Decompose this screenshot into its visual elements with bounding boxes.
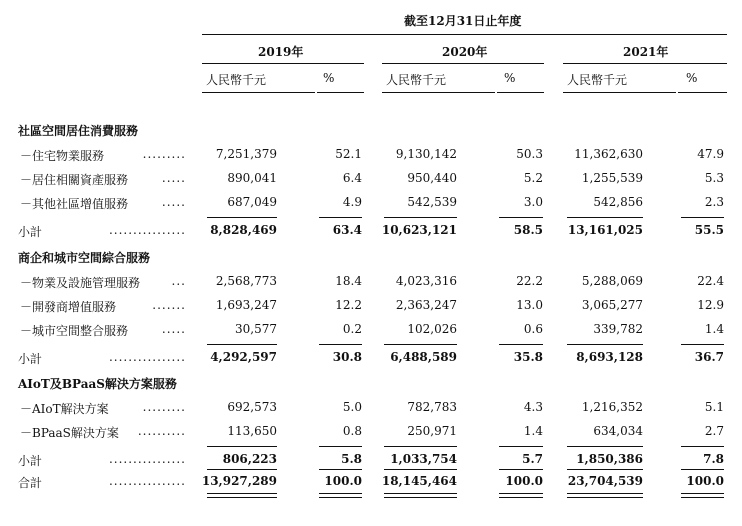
subtotal-top-rule-u4 bbox=[567, 344, 643, 345]
row-value-5: 47.9 bbox=[697, 147, 724, 161]
subtotal-value-1: 63.4 bbox=[332, 223, 362, 237]
subtotal-top-rule-u5 bbox=[681, 217, 724, 218]
year-2019-underline bbox=[202, 63, 364, 64]
row-value-4: 5,288,069 bbox=[581, 274, 643, 288]
row-value-0: 113,650 bbox=[227, 424, 277, 438]
pct-2020-underline bbox=[497, 92, 544, 93]
row-value-2: 250,971 bbox=[407, 424, 457, 438]
total-double-rule-a-u2 bbox=[384, 493, 457, 494]
row-value-1: 0.8 bbox=[342, 424, 362, 438]
subtotal-top-rule-u5 bbox=[681, 344, 724, 345]
row-value-4: 634,034 bbox=[593, 424, 643, 438]
total-top-rule-u0 bbox=[207, 469, 277, 470]
subtotal-value-1: 30.8 bbox=[332, 350, 362, 364]
row-value-2: 4,023,316 bbox=[395, 274, 457, 288]
row-value-0: 30,577 bbox=[235, 322, 277, 336]
row-label: －住宅物業服務 bbox=[20, 149, 105, 163]
total-double-rule-b-u5 bbox=[681, 497, 724, 498]
row-value-3: 4.3 bbox=[523, 400, 543, 414]
pct-2020: % bbox=[504, 71, 516, 85]
year-2020: 2020年 bbox=[442, 45, 488, 59]
row-value-2: 2,363,247 bbox=[395, 298, 457, 312]
row-value-1: 18.4 bbox=[335, 274, 362, 288]
subtotal-top-rule-u2 bbox=[384, 344, 457, 345]
subtotal-value-0: 806,223 bbox=[222, 452, 277, 466]
total-value-2: 18,145,464 bbox=[381, 474, 457, 488]
row-value-5: 2.7 bbox=[704, 424, 724, 438]
row-label: －BPaaS解決方案 bbox=[20, 426, 119, 440]
row-value-3: 13.0 bbox=[516, 298, 543, 312]
row-value-2: 782,783 bbox=[407, 400, 457, 414]
subtotal-label: 小計 bbox=[18, 225, 43, 239]
total-top-rule-u2 bbox=[384, 469, 457, 470]
total-double-rule-b-u1 bbox=[319, 497, 362, 498]
subtotal-value-5: 7.8 bbox=[703, 452, 724, 466]
pct-2019-underline bbox=[317, 92, 364, 93]
section-title: 社區空間居住消費服務 bbox=[18, 124, 139, 138]
row-value-5: 1.4 bbox=[704, 322, 724, 336]
subtotal-top-rule-u3 bbox=[499, 446, 543, 447]
total-dots: ................ bbox=[108, 474, 186, 488]
total-double-rule-a-u0 bbox=[207, 493, 277, 494]
row-value-0: 692,573 bbox=[227, 400, 277, 414]
subtotal-top-rule-u0 bbox=[207, 446, 277, 447]
subtotal-top-rule-u1 bbox=[319, 217, 362, 218]
subtotal-value-1: 5.8 bbox=[341, 452, 362, 466]
row-dots: ..... bbox=[161, 195, 186, 209]
year-2019: 2019年 bbox=[258, 45, 304, 59]
total-value-3: 100.0 bbox=[505, 474, 543, 488]
total-double-rule-a-u1 bbox=[319, 493, 362, 494]
row-dots: ..... bbox=[161, 322, 186, 336]
currency-2020-underline bbox=[382, 92, 495, 93]
subtotal-top-rule-u5 bbox=[681, 446, 724, 447]
subtotal-top-rule-u3 bbox=[499, 344, 543, 345]
row-value-4: 1,255,539 bbox=[581, 171, 643, 185]
row-value-5: 22.4 bbox=[697, 274, 724, 288]
subtotal-value-4: 8,693,128 bbox=[576, 350, 643, 364]
row-value-2: 102,026 bbox=[407, 322, 457, 336]
total-top-rule-u4 bbox=[567, 469, 643, 470]
currency-2021-underline bbox=[563, 92, 676, 93]
subtotal-value-0: 4,292,597 bbox=[210, 350, 277, 364]
row-value-3: 50.3 bbox=[516, 147, 543, 161]
row-value-4: 542,856 bbox=[593, 195, 643, 209]
total-label: 合計 bbox=[18, 476, 43, 490]
row-value-5: 12.9 bbox=[697, 298, 724, 312]
section-title: AIoT及BPaaS解決方案服務 bbox=[18, 377, 177, 391]
row-value-0: 1,693,247 bbox=[215, 298, 277, 312]
subtotal-value-5: 36.7 bbox=[694, 350, 724, 364]
row-value-4: 3,065,277 bbox=[581, 298, 643, 312]
row-dots: ....... bbox=[152, 298, 186, 312]
currency-2019-underline bbox=[202, 92, 315, 93]
subtotal-top-rule-u2 bbox=[384, 217, 457, 218]
row-value-3: 1.4 bbox=[523, 424, 543, 438]
total-double-rule-a-u3 bbox=[499, 493, 543, 494]
row-label: －其他社區增值服務 bbox=[20, 197, 129, 211]
row-value-1: 52.1 bbox=[335, 147, 362, 161]
currency-2019: 人民幣千元 bbox=[206, 73, 267, 87]
period-heading: 截至12月31日止年度 bbox=[404, 14, 522, 28]
row-value-3: 5.2 bbox=[523, 171, 543, 185]
subtotal-value-2: 6,488,589 bbox=[390, 350, 457, 364]
row-value-1: 0.2 bbox=[342, 322, 362, 336]
subtotal-value-2: 1,033,754 bbox=[390, 452, 457, 466]
subtotal-value-2: 10,623,121 bbox=[381, 223, 457, 237]
row-value-0: 7,251,379 bbox=[215, 147, 277, 161]
subtotal-top-rule-u3 bbox=[499, 217, 543, 218]
total-double-rule-a-u5 bbox=[681, 493, 724, 494]
subtotal-label: 小計 bbox=[18, 454, 43, 468]
row-value-1: 4.9 bbox=[342, 195, 362, 209]
row-value-4: 1,216,352 bbox=[581, 400, 643, 414]
row-value-2: 9,130,142 bbox=[395, 147, 457, 161]
total-top-rule-u3 bbox=[499, 469, 543, 470]
subtotal-dots: ................ bbox=[108, 350, 186, 364]
row-value-3: 0.6 bbox=[523, 322, 543, 336]
row-value-1: 12.2 bbox=[335, 298, 362, 312]
row-value-5: 2.3 bbox=[704, 195, 724, 209]
row-dots: .......... bbox=[137, 424, 186, 438]
row-value-3: 22.2 bbox=[516, 274, 543, 288]
year-2021: 2021年 bbox=[623, 45, 669, 59]
subtotal-dots: ................ bbox=[108, 452, 186, 466]
total-double-rule-b-u4 bbox=[567, 497, 643, 498]
pct-2021-underline bbox=[678, 92, 727, 93]
row-value-2: 542,539 bbox=[407, 195, 457, 209]
subtotal-top-rule-u1 bbox=[319, 344, 362, 345]
year-2021-underline bbox=[563, 63, 727, 64]
total-top-rule-u1 bbox=[319, 469, 362, 470]
subtotal-value-3: 5.7 bbox=[522, 452, 543, 466]
row-value-1: 5.0 bbox=[342, 400, 362, 414]
subtotal-value-3: 58.5 bbox=[513, 223, 543, 237]
subtotal-top-rule-u1 bbox=[319, 446, 362, 447]
row-value-4: 11,362,630 bbox=[574, 147, 643, 161]
subtotal-value-4: 1,850,386 bbox=[576, 452, 643, 466]
row-dots: ... bbox=[171, 274, 186, 288]
subtotal-dots: ................ bbox=[108, 223, 186, 237]
row-value-5: 5.1 bbox=[704, 400, 724, 414]
row-value-4: 339,782 bbox=[593, 322, 643, 336]
row-dots: ......... bbox=[142, 147, 186, 161]
row-value-5: 5.3 bbox=[704, 171, 724, 185]
total-double-rule-a-u4 bbox=[567, 493, 643, 494]
row-dots: ......... bbox=[142, 400, 186, 414]
subtotal-label: 小計 bbox=[18, 352, 43, 366]
total-double-rule-b-u2 bbox=[384, 497, 457, 498]
currency-2021: 人民幣千元 bbox=[567, 73, 628, 87]
subtotal-top-rule-u4 bbox=[567, 446, 643, 447]
total-value-1: 100.0 bbox=[324, 474, 362, 488]
row-value-2: 950,440 bbox=[407, 171, 457, 185]
row-label: －居住相關資產服務 bbox=[20, 173, 129, 187]
subtotal-top-rule-u0 bbox=[207, 217, 277, 218]
row-label: －AIoT解決方案 bbox=[20, 402, 109, 416]
total-value-5: 100.0 bbox=[686, 474, 724, 488]
pct-2021: % bbox=[686, 71, 698, 85]
total-value-4: 23,704,539 bbox=[567, 474, 643, 488]
row-value-3: 3.0 bbox=[523, 195, 543, 209]
subtotal-top-rule-u0 bbox=[207, 344, 277, 345]
total-double-rule-b-u3 bbox=[499, 497, 543, 498]
row-value-0: 687,049 bbox=[227, 195, 277, 209]
section-title: 商企和城市空間綜合服務 bbox=[18, 251, 151, 265]
total-value-0: 13,927,289 bbox=[201, 474, 277, 488]
total-top-rule-u5 bbox=[681, 469, 724, 470]
subtotal-value-3: 35.8 bbox=[513, 350, 543, 364]
row-value-0: 890,041 bbox=[227, 171, 277, 185]
row-dots: ..... bbox=[161, 171, 186, 185]
total-double-rule-b-u0 bbox=[207, 497, 277, 498]
pct-2019: % bbox=[323, 71, 335, 85]
row-value-1: 6.4 bbox=[342, 171, 362, 185]
row-label: －物業及設施管理服務 bbox=[20, 276, 141, 290]
row-value-0: 2,568,773 bbox=[215, 274, 277, 288]
subtotal-value-0: 8,828,469 bbox=[210, 223, 277, 237]
subtotal-value-4: 13,161,025 bbox=[567, 223, 643, 237]
year-2020-underline bbox=[382, 63, 544, 64]
row-label: －城市空間整合服務 bbox=[20, 324, 129, 338]
currency-2020: 人民幣千元 bbox=[386, 73, 447, 87]
subtotal-value-5: 55.5 bbox=[694, 223, 724, 237]
period-underline bbox=[202, 34, 727, 35]
row-label: －開發商增值服務 bbox=[20, 300, 117, 314]
subtotal-top-rule-u4 bbox=[567, 217, 643, 218]
subtotal-top-rule-u2 bbox=[384, 446, 457, 447]
